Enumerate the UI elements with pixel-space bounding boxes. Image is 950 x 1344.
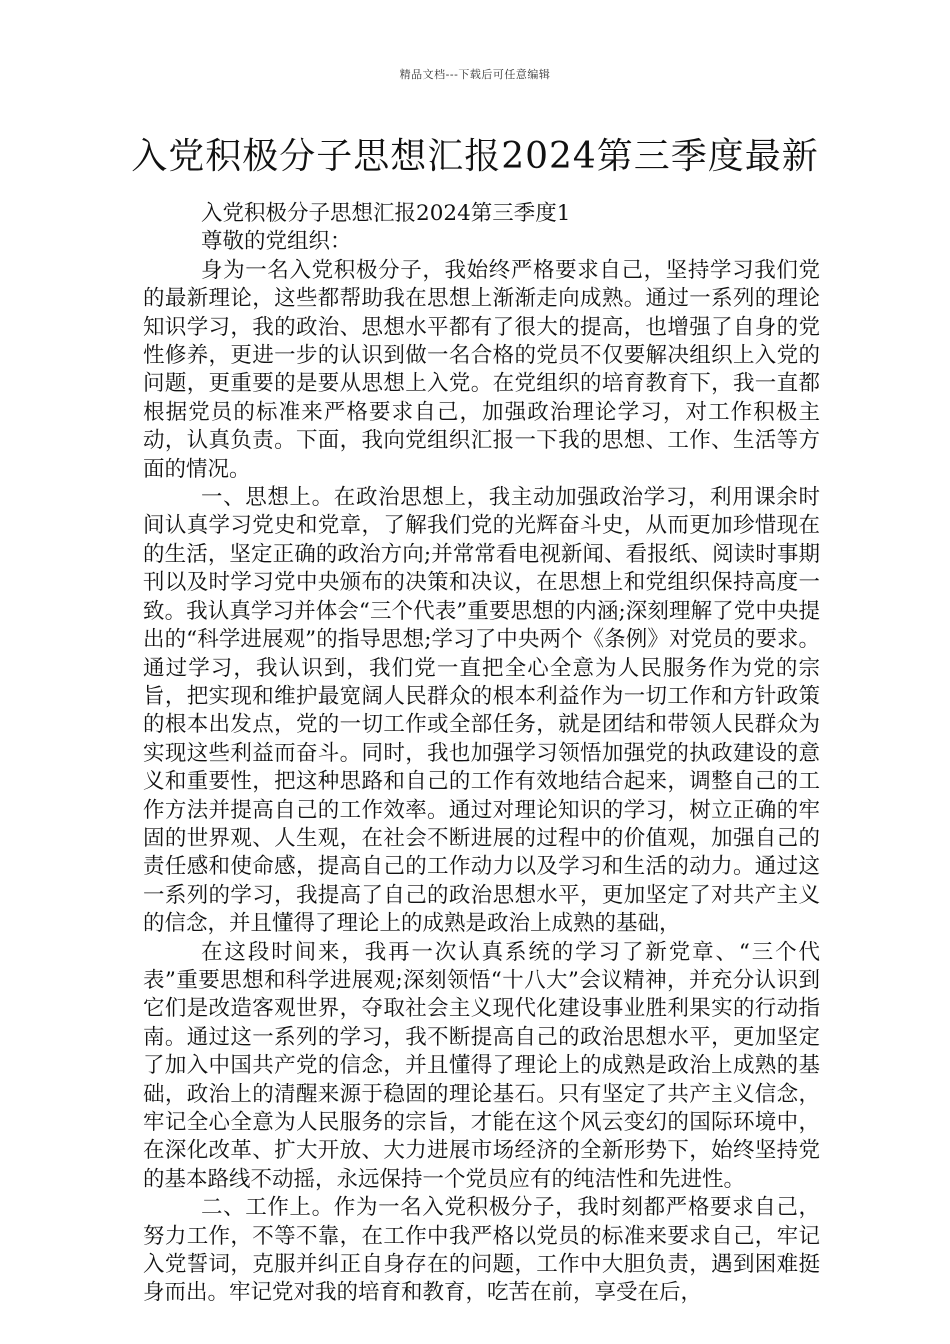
paragraph-thought: 一、思想上。在政治思想上，我主动加强政治学习，利用课余时间认真学习党史和党章，了解我们党的光辉奋斗史，从而更加珍惜现在的生活，坚定正确的政治方向;并常常看电视新闻、看报纸、阅读时事期刊以及时学习党中央颁布的决策和决议，在思想上和党组织保持高度一致。我认真学习并体会“三个代表”重要思想的内涵;深刻理解了党中央提出的“科学进展观”的指导思想;学习了中央两个《条例》对党员的要求。通过学习，我认识到，我们党一直把全心全意为人民服务作为党的宗旨，把实现和维护最宽阔人民群众的根本利益作为一切工作和方针政策的根本出发点，党的一切工作或全部任务，就是团结和带领人民群众为实现这些利益而奋斗。同时，我也加强学习领悟加强党的执政建设的意义和重要性，把这种思路和自己的工作有效地结合起来，调整自己的工作方法并提高自己的工作效率。通过对理论知识的学习，树立正确的牢固的世界观、人生观，在社会不断进展的过程中的价值观，加强自己的责任感和使命感，提高自己的工作动力以及学习和生活的动力。通过这一系列的学习，我提高了自己的政治思想水平，更加坚定了对共产主义的信念，并且懂得了理论上的成熟是政治上成熟的基础，: [143, 485, 820, 937]
salutation: 尊敬的党组织：: [201, 229, 352, 255]
paragraph-study: 在这段时间来，我再一次认真系统的学习了新党章、“三个代表”重要思想和科学进展观;深刻领悟“十八大”会议精神，并充分认识到它们是改造客观世界，夺取社会主义现代化建设事业胜利果实的行动指南。通过这一系列的学习，我不断提高自己的政治思想水平，更加坚定了加入中国共产党的信念，并且懂得了理论上的成熟是政治上成熟的基础，政治上的清醒来源于稳固的理论基石。只有坚定了共产主义信念，牢记全心全意为人民服务的宗旨，才能在这个风云变幻的国际环境中，在深化改革、扩大开放、大力进展市场经济的全新形势下，始终坚持党的基本路线不动摇，永远保持一个党员应有的纯洁性和先进性。: [143, 939, 820, 1192]
subtitle-line: 入党积极分子思想汇报2024第三季度1: [201, 201, 571, 226]
paragraph-work: 二、工作上。作为一名入党积极分子，我时刻都严格要求自己，努力工作，不等不靠，在工作中我严格以党员的标准来要求自己，牢记入党誓词，克服并纠正自身存在的问题，工作中大胆负责，遇到困难挺身而出。牢记党对我的培育和教育，吃苦在前，享受在后，: [143, 1195, 820, 1306]
document-body: [143, 200, 820, 1308]
paragraph-intro: 身为一名入党积极分子，我始终严格要求自己，坚持学习我们党的最新理论，这些都帮助我在思想上渐渐走向成熟。通过一系列的理论知识学习，我的政治、思想水平都有了很大的提高，也增强了自身的党性修养，更进一步的认识到做一名合格的党员不仅要解决组织上入党的问题，更重要的是要从思想上入党。在党组织的培育教育下，我一直都根据党员的标准来严格要求自己，加强政治理论学习，对工作积极主动，认真负责。下面，我向党组织汇报一下我的思想、工作、生活等方面的情况。: [143, 257, 820, 482]
document-title: 入党积极分子思想汇报2024第三季度最新: [131, 136, 819, 177]
page-header-note: 精品文档---下载后可任意编辑: [399, 68, 551, 81]
